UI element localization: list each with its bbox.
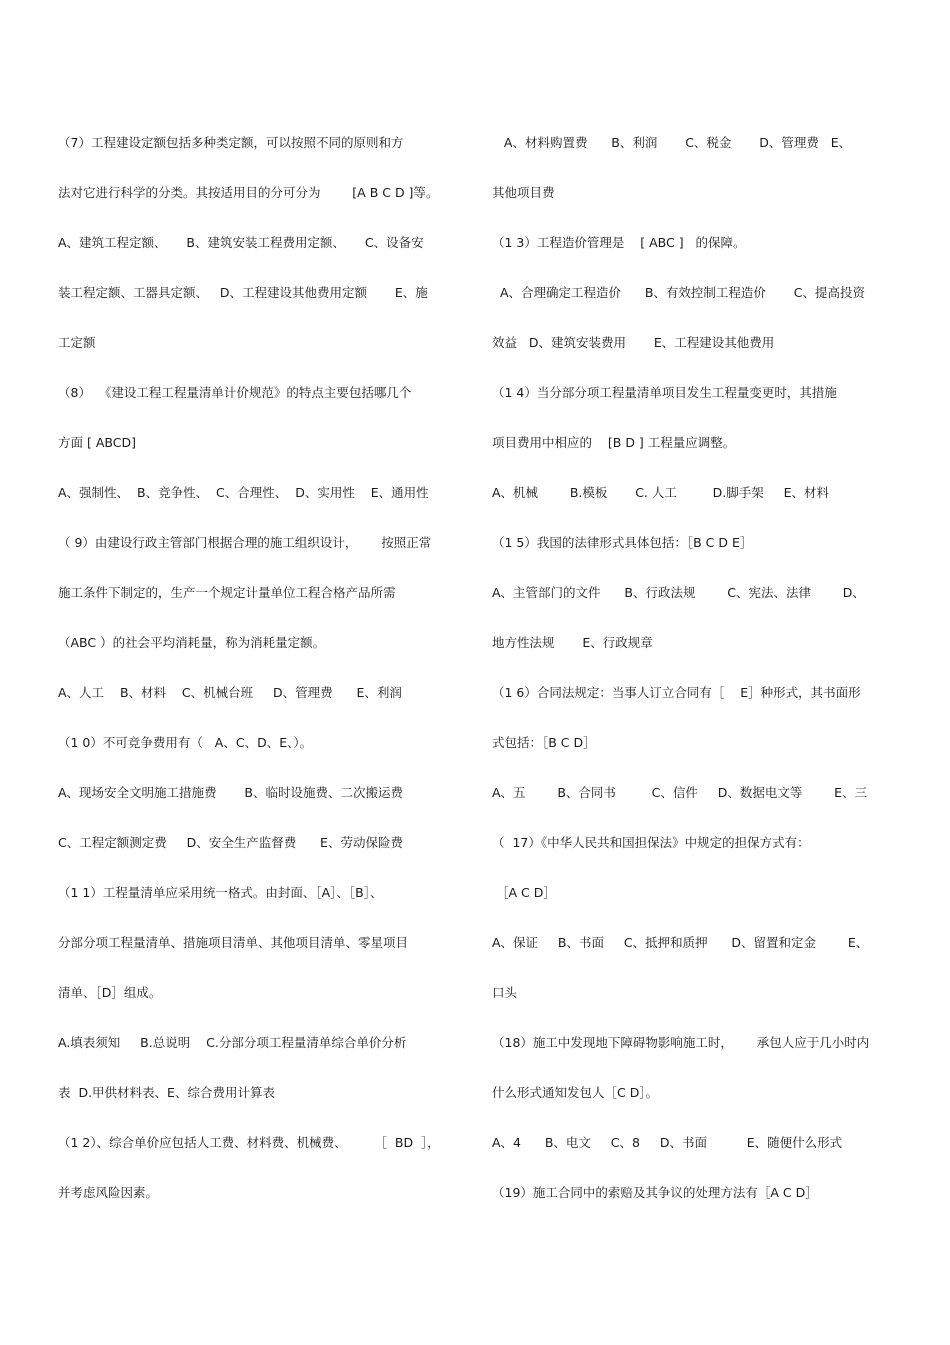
- text-line: （8） 《建设工程工程量清单计价规范》的特点主要包括哪几个: [58, 385, 412, 400]
- text-line: （1 0）不可竞争费用有（ A、C、D、E、）。: [58, 735, 313, 750]
- text-line: （1 4）当分部分项工程量清单项目发生工程量变更时，其措施: [492, 385, 837, 400]
- text-line: A、保证 B、书面 C、抵押和质押 D、留置和定金 E、: [492, 935, 869, 950]
- text-line: A、材料购置费 B、利润 C、税金 D、管理费 E、: [492, 135, 852, 150]
- left-column: [58, 130, 463, 1230]
- text-line: 并考虑风险因素。: [58, 1185, 159, 1200]
- text-line: （1 5）我国的法律形式具体包括：［B C D E］: [492, 535, 753, 550]
- text-line: A、建筑工程定额、 B、建筑安装工程费用定额、 C、设备安: [58, 235, 424, 250]
- text-line: （1 3）工程造价管理是 [ ABC ] 的保障。: [492, 235, 746, 250]
- text-line: 其他项目费: [492, 185, 555, 200]
- text-line: 什么形式通知发包人［C D］。: [492, 1085, 659, 1100]
- text-line: （ 9）由建设行政主管部门根据合理的施工组织设计， 按照正常: [58, 535, 432, 550]
- text-line: A、强制性、 B、竞争性、 C、合理性、 D、实用性 E、通用性: [58, 485, 429, 500]
- text-line: 法对它进行科学的分类。其按适用目的分可分为 [A B C D ]等。: [58, 185, 439, 200]
- text-line: C、工程定额测定费 D、安全生产监督费 E、劳动保险费: [58, 835, 403, 850]
- text-line: ［A C D］: [492, 885, 556, 900]
- text-line: 地方性法规 E、行政规章: [492, 635, 653, 650]
- text-line: 方面 [ ABCD]: [58, 435, 136, 450]
- text-line: 表 D.甲供材料表、E、综合费用计算表: [58, 1085, 275, 1100]
- text-line: （ABC ）的社会平均消耗量，称为消耗量定额。: [58, 635, 326, 650]
- text-line: （19）施工合同中的索赔及其争议的处理方法有［A C D］: [492, 1185, 818, 1200]
- text-line: （18）施工中发现地下障碍物影响施工时， 承包人应于几小时内: [492, 1035, 870, 1050]
- text-line: 效益 D、建筑安装费用 E、工程建设其他费用: [492, 335, 775, 350]
- text-line: 分部分项工程量清单、措施项目清单、其他项目清单、零星项目: [58, 935, 409, 950]
- right-column: [492, 130, 897, 1230]
- text-line: （ 17）《中华人民共和国担保法》中规定的担保方式有：: [492, 835, 810, 850]
- text-line: 清单、［D］组成。: [58, 985, 162, 1000]
- text-line: A、合理确定工程造价 B、有效控制工程造价 C、提高投资: [492, 285, 865, 300]
- text-line: 口头: [492, 985, 518, 1000]
- text-line: 式包括：［B C D］: [492, 735, 596, 750]
- text-line: A、4 B、电文 C、8 D、书面 E、随便什么形式: [492, 1135, 843, 1150]
- text-line: 项目费用中相应的 [B D ] 工程量应调整。: [492, 435, 736, 450]
- text-line: 施工条件下制定的，生产一个规定计量单位工程合格产品所需: [58, 585, 396, 600]
- text-line: A、五 B、合同书 C、信件 D、数据电文等 E、三: [492, 785, 868, 800]
- text-line: 装工程定额、工器具定额、 D、工程建设其他费用定额 E、施: [58, 285, 428, 300]
- text-line: （7）工程建设定额包括多种类定额，可以按照不同的原则和方: [58, 135, 404, 150]
- text-line: （1 1）工程量清单应采用统一格式。由封面、［A］、［B］、: [58, 885, 383, 900]
- text-line: 工定额: [58, 335, 96, 350]
- text-line: A、现场安全文明施工措施费 B、临时设施费、二次搬运费: [58, 785, 403, 800]
- text-line: A.填表须知 B.总说明 C.分部分项工程量清单综合单价分析: [58, 1035, 407, 1050]
- text-line: A、人工 B、材料 C、机械台班 D、管理费 E、利润: [58, 685, 402, 700]
- text-line: （1 2）、综合单价应包括人工费、材料费、机械费、 ［ BD ］，: [58, 1135, 440, 1150]
- text-line: A、主管部门的文件 B、行政法规 C、宪法、法律 D、: [492, 585, 865, 600]
- text-line: （1 6）合同法规定：当事人订立合同有［ E］种形式，其书面形: [492, 685, 861, 700]
- text-line: A、机械 B.模板 C. 人工 D.脚手架 E、材料: [492, 485, 830, 500]
